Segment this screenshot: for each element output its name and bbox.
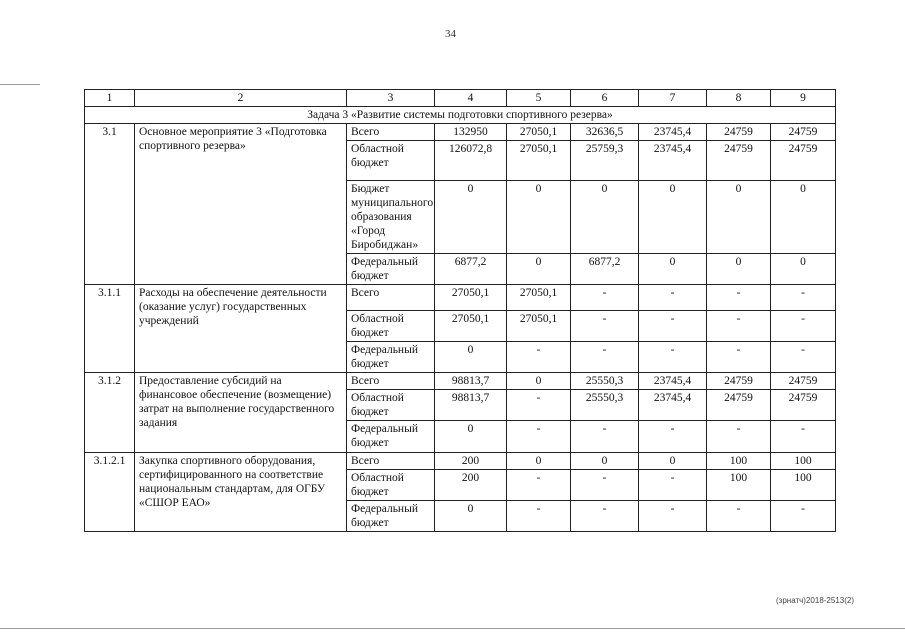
funding-source: Всего [347,373,435,390]
amount-cell: 27050,1 [435,285,507,311]
amount-cell: - [507,390,571,421]
amount-cell: 0 [707,254,771,285]
amount-cell: 200 [435,470,507,501]
amount-cell: 0 [435,501,507,532]
amount-cell: 100 [707,453,771,470]
funding-source: Областной бюджет [347,141,435,181]
funding-source: Федеральный бюджет [347,421,435,453]
item-code: 3.1 [85,124,135,285]
amount-cell: - [571,285,639,311]
amount-cell: 23745,4 [639,124,707,141]
amount-cell: 23745,4 [639,373,707,390]
funding-source: Бюджет муниципального образования «Город Биробиджан» [347,181,435,254]
amount-cell: - [639,342,707,373]
amount-cell: 32636,5 [571,124,639,141]
amount-cell: 0 [507,453,571,470]
amount-cell: - [571,342,639,373]
amount-cell: - [771,285,836,311]
task-title: Задача 3 «Развитие системы подготовки спортивного резерва» [85,107,836,124]
column-number: 3 [347,90,435,107]
top-rule [0,84,40,85]
amount-cell: - [507,421,571,453]
amount-cell: - [571,501,639,532]
amount-cell: 6877,2 [571,254,639,285]
amount-cell: 0 [771,254,836,285]
amount-cell: 27050,1 [507,285,571,311]
amount-cell: 0 [507,373,571,390]
amount-cell: 24759 [707,373,771,390]
amount-cell: 126072,8 [435,141,507,181]
table-row [85,124,836,141]
item-name: Основное мероприятие 3 «Подготовка спортивного резерва» [135,124,347,285]
funding-source: Всего [347,285,435,311]
amount-cell: 200 [435,453,507,470]
budget-table [84,89,836,532]
item-name: Предоставление субсидий на финансовое обеспечение (возмещение) затрат на выполнение государственного задания [135,373,347,453]
item-name: Расходы на обеспечение деятельности (оказание услуг) государственных учреждений [135,285,347,373]
amount-cell: 24759 [707,390,771,421]
item-name: Закупка спортивного оборудования, сертифицированного на соответствие национальным стандартам, для ОГБУ «СШОР ЕАО» [135,453,347,532]
amount-cell: - [707,285,771,311]
amount-cell: - [707,501,771,532]
task-row [85,107,836,124]
amount-cell: 25550,3 [571,373,639,390]
amount-cell: 27050,1 [435,311,507,342]
amount-cell: 0 [435,421,507,453]
footer-code: (зрнатч)2018-2513(2) [776,596,855,605]
amount-cell: 100 [771,470,836,501]
amount-cell: 24759 [771,141,836,181]
funding-source: Областной бюджет [347,311,435,342]
amount-cell: 27050,1 [507,311,571,342]
amount-cell: - [771,311,836,342]
amount-cell: - [771,342,836,373]
amount-cell: 0 [571,181,639,254]
amount-cell: 0 [507,254,571,285]
amount-cell: 100 [707,470,771,501]
amount-cell: 0 [639,181,707,254]
amount-cell: 100 [771,453,836,470]
table-row [85,285,836,311]
funding-source: Всего [347,124,435,141]
funding-source: Федеральный бюджет [347,501,435,532]
amount-cell: 23745,4 [639,390,707,421]
table-row [85,373,836,390]
amount-cell: 6877,2 [435,254,507,285]
amount-cell: 0 [571,453,639,470]
amount-cell: - [571,311,639,342]
amount-cell: 0 [639,453,707,470]
amount-cell: - [507,470,571,501]
column-number: 1 [85,90,135,107]
funding-source: Федеральный бюджет [347,254,435,285]
amount-cell: - [771,421,836,453]
amount-cell: 98813,7 [435,390,507,421]
amount-cell: - [507,342,571,373]
funding-source: Федеральный бюджет [347,342,435,373]
header-row [85,90,836,107]
column-number: 6 [571,90,639,107]
amount-cell: 0 [507,181,571,254]
amount-cell: 0 [639,254,707,285]
amount-cell: 0 [771,181,836,254]
item-code: 3.1.2 [85,373,135,453]
funding-source: Областной бюджет [347,390,435,421]
funding-source: Всего [347,453,435,470]
amount-cell: - [639,421,707,453]
amount-cell: - [571,421,639,453]
amount-cell: 0 [435,342,507,373]
amount-cell: 132950 [435,124,507,141]
amount-cell: - [639,470,707,501]
amount-cell: 24759 [771,124,836,141]
amount-cell: - [507,501,571,532]
page-number: 34 [445,28,456,40]
item-code: 3.1.1 [85,285,135,373]
column-number: 7 [639,90,707,107]
amount-cell: 25550,3 [571,390,639,421]
amount-cell: 27050,1 [507,141,571,181]
amount-cell: 24759 [771,390,836,421]
funding-source: Областной бюджет [347,470,435,501]
amount-cell: 0 [707,181,771,254]
amount-cell: 24759 [771,373,836,390]
amount-cell: 98813,7 [435,373,507,390]
column-number: 9 [771,90,836,107]
amount-cell: 24759 [707,141,771,181]
item-code: 3.1.2.1 [85,453,135,532]
amount-cell: - [707,311,771,342]
column-number: 5 [507,90,571,107]
column-number: 8 [707,90,771,107]
amount-cell: 25759,3 [571,141,639,181]
amount-cell: - [571,470,639,501]
amount-cell: 23745,4 [639,141,707,181]
bottom-rule [0,628,905,629]
amount-cell: - [771,501,836,532]
amount-cell: - [639,311,707,342]
column-number: 2 [135,90,347,107]
amount-cell: 27050,1 [507,124,571,141]
amount-cell: 0 [435,181,507,254]
amount-cell: 24759 [707,124,771,141]
amount-cell: - [707,421,771,453]
amount-cell: - [639,285,707,311]
amount-cell: - [639,501,707,532]
table-row [85,453,836,470]
column-number: 4 [435,90,507,107]
amount-cell: - [707,342,771,373]
